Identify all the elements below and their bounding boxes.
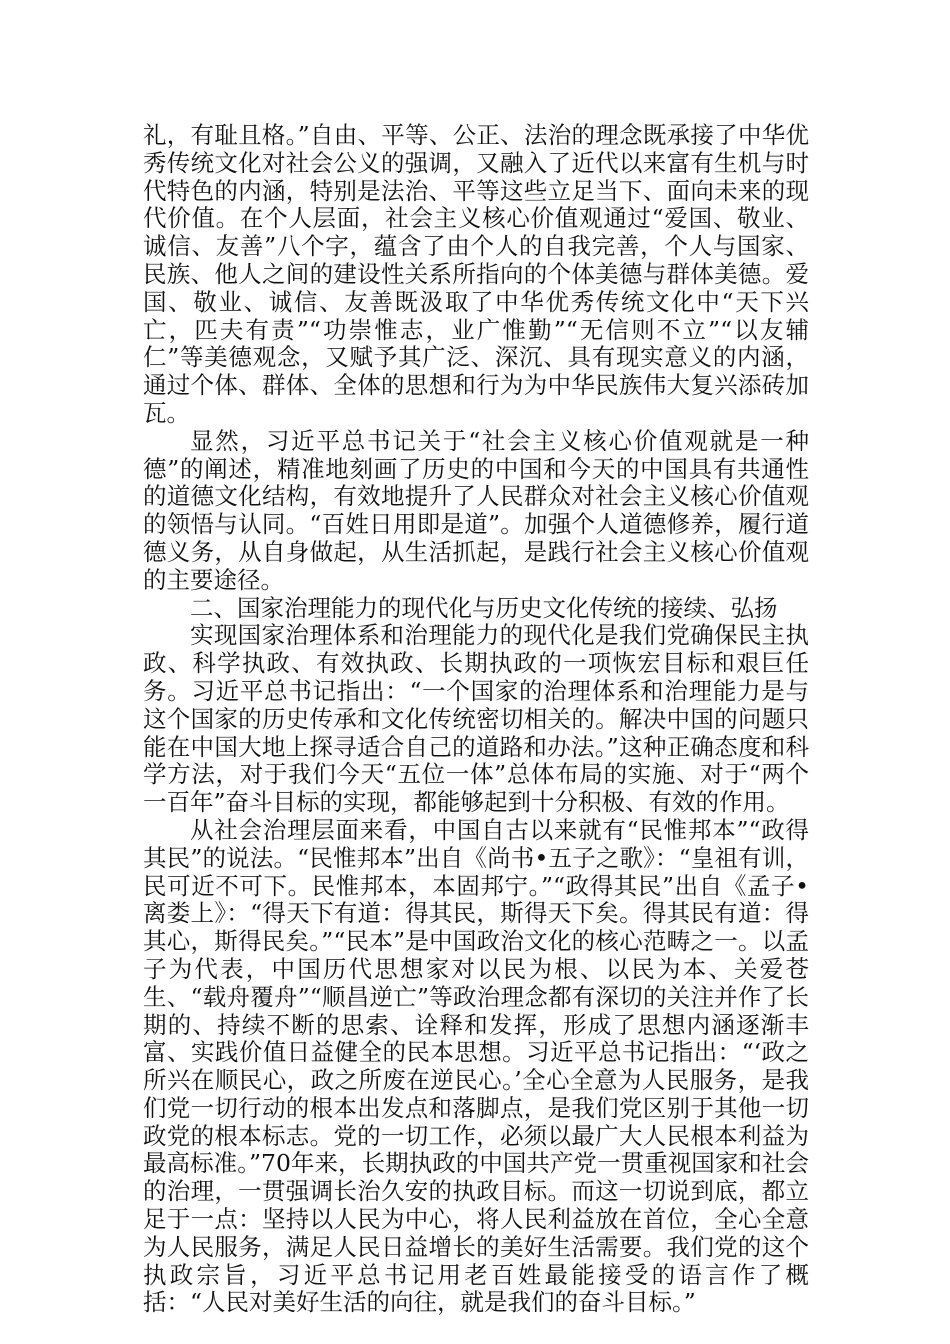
paragraph-core-values-virtue: 显然，习近平总书记关于“社会主义核心价值观就是一种德”的阐述，精准地刻画了历史的中国和今天的中国具有共通性的道德文化结构，有效地提升了人民群众对社会主义核心价值观的领悟与认同。“百姓日用即是道”。加强个人道德修养，履行道德义务，从自身做起，从生活抓起，是践行社会主义核心价值观的主要途径。 [143,426,809,594]
section-heading-governance: 二、国家治理能力的现代化与历史文化传统的接续、弘扬 [190,593,778,622]
paragraph-continuation: 礼，有耻且格。”自由、平等、公正、法治的理念既承接了中华优秀传统文化对社会公义的强调，又融入了近代以来富有生机与时代特色的内涵，特别是法治、平等这些立足当下、面向未来的现代价值。在个人层面，社会主义核心价值观通过“爱国、敬业、诚信、友善”八个字，蕴含了由个人的自我完善，个人与国家、民族、他人之间的建设性关系所指向的个体美德与群体美德。爱国、敬业、诚信、友善既汲取了中华优秀传统文化中“天下兴亡，匹夫有责”“功崇惟志，业广惟勤”“无信则不立”“以友辅仁”等美德观念，又赋予其广泛、深沉、具有现实意义的内涵，通过个体、群体、全体的思想和行为为中华民族伟大复兴添砖加瓦。 [143,121,809,427]
paragraph-people-centered: 从社会治理层面来看，中国自古以来就有“民惟邦本”“政得其民”的说法。“民惟邦本”出自《尚书•五子之歌》：“皇祖有训，民可近不可下。民惟邦本，本固邦宁。”“政得其民”出自《孟子•离娄上》：“得天下有道：得其民，斯得天下矣。得其民有道：得其心，斯得民矣。”“民本”是中国政治文化的核心范畴之一。以孟子为代表，中国历代思想家对以民为根、以民为本、关爱苍生、“载舟覆舟”“顺昌逆亡”等政治理念都有深切的关注并作了长期的、持续不断的思索、诠释和发挥，形成了思想内涵逐渐丰富、实践价值日益健全的民本思想。习近平总书记指出：“‘政之所兴在顺民心，政之所废在逆民心。’全心全意为人民服务，是我们党一切行动的根本出发点和落脚点，是我们党区别于其他一切政党的根本标志。党的一切工作，必须以最广大人民根本利益为最高标准。”70年来，长期执政的中国共产党一贯重视国家和社会的治理，一贯强调长治久安的执政目标。而这一切说到底，都立足于一点：坚持以人民为中心，将人民利益放在首位，全心全意为人民服务，满足人民日益增长的美好生活需要。我们党的这个执政宗旨，习近平总书记用老百姓最能接受的语言作了概括：“人民对美好生活的向往，就是我们的奋斗目标。” [143,815,809,1317]
document-page [143,122,809,1317]
paragraph-governance-modernization: 实现国家治理体系和治理能力的现代化是我们党确保民主执政、科学执政、有效执政、长期执政的一项恢宏目标和艰巨任务。习近平总书记指出：“一个国家的治理体系和治理能力是与这个国家的历史传承和文化传统密切相关的。解决中国的问题只能在中国大地上探寻适合自己的道路和办法。”这种正确态度和科学方法，对于我们今天“五位一体”总体布局的实施、对于“两个一百年”奋斗目标的实现，都能够起到十分积极、有效的作用。 [143,621,809,817]
